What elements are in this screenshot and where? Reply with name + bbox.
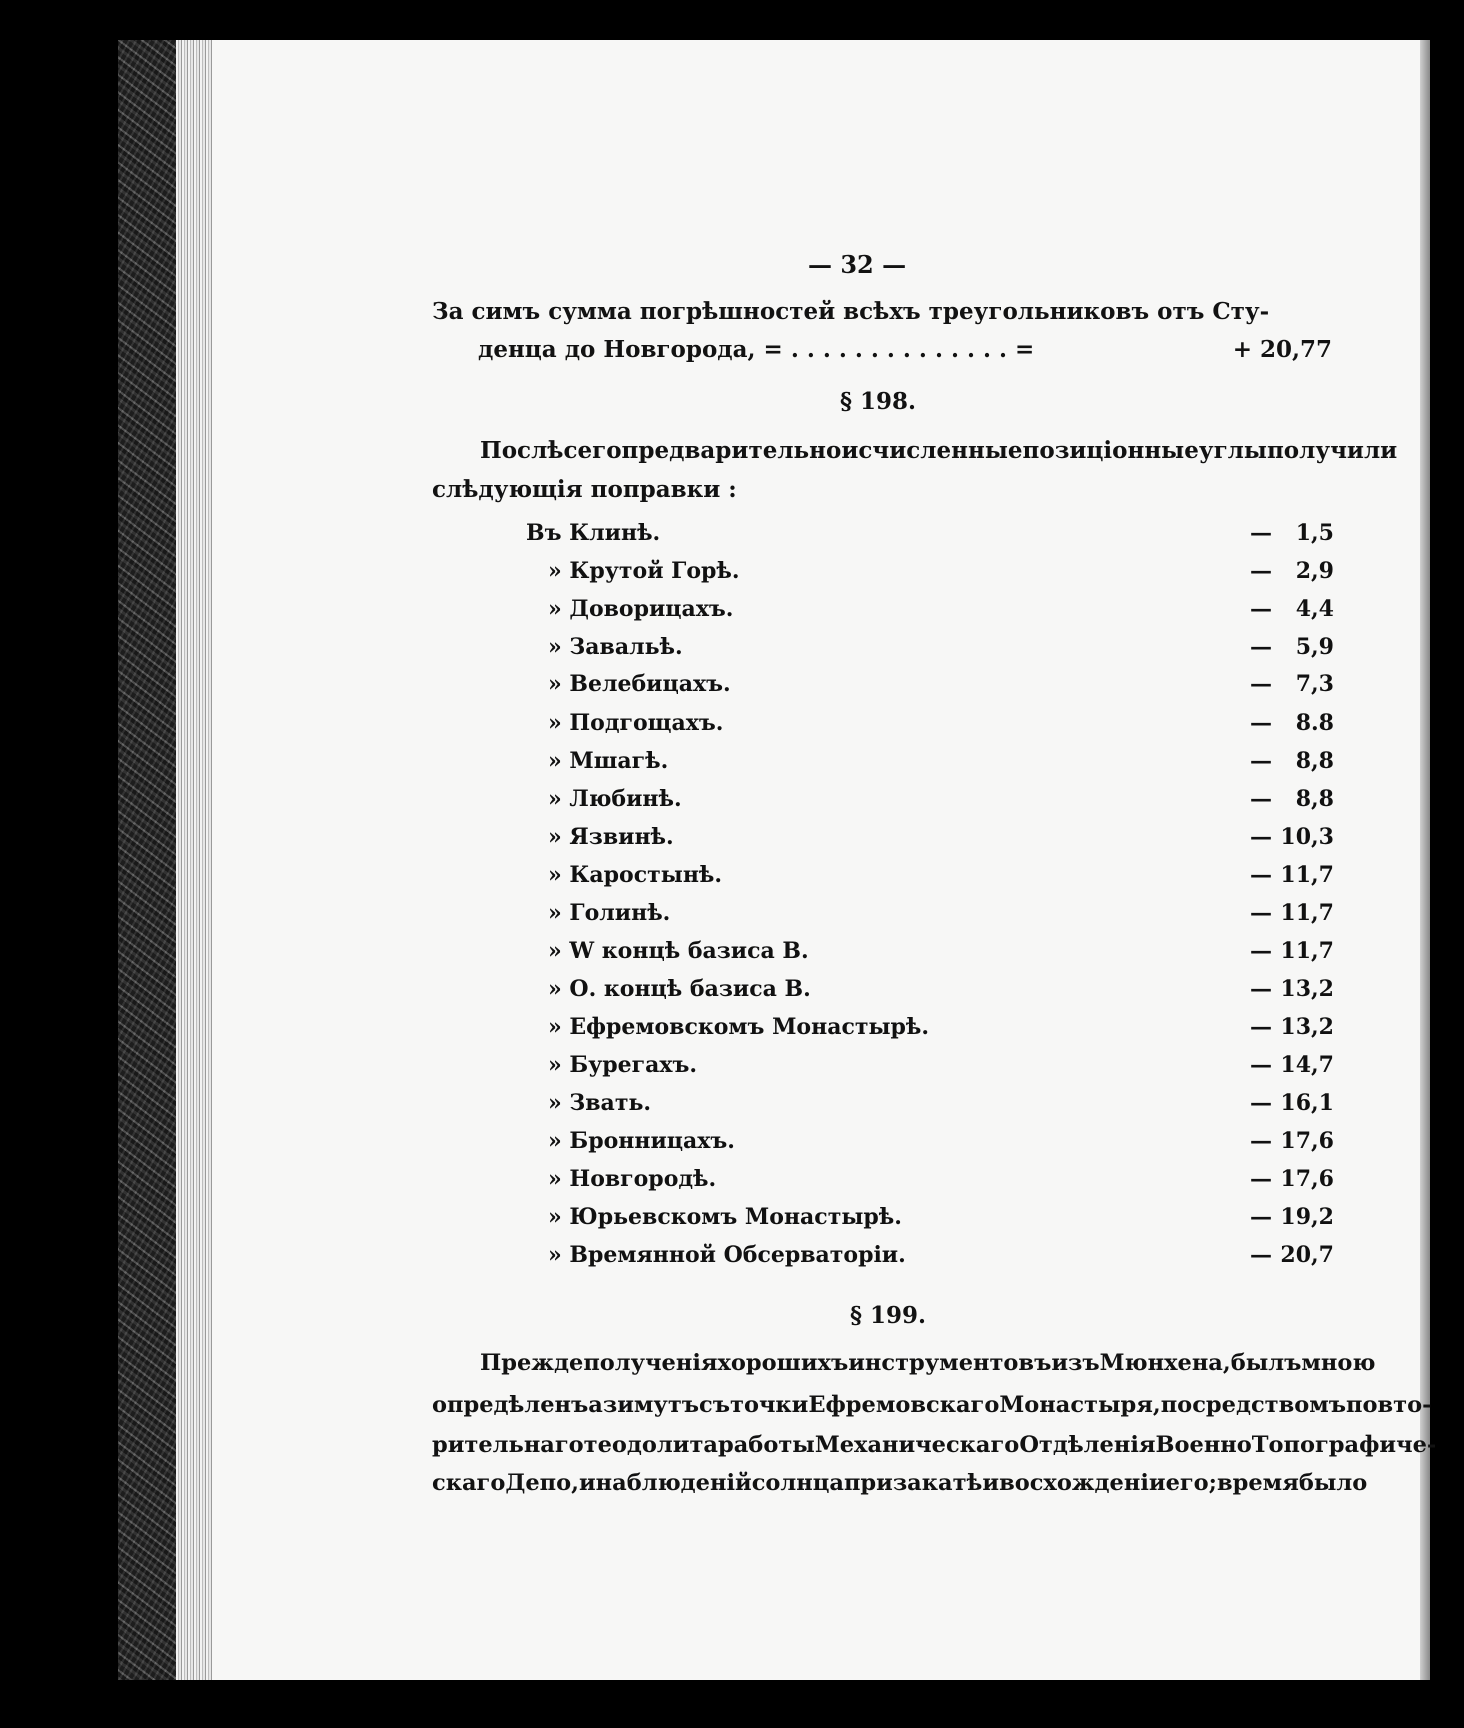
correction-value: 11,7 bbox=[1280, 938, 1334, 964]
paragraph-word: мною bbox=[1301, 1350, 1376, 1376]
paragraph-word: Топографиче- bbox=[1251, 1432, 1437, 1458]
correction-place: » Звать. bbox=[548, 1090, 652, 1116]
correction-sign: — bbox=[1250, 786, 1272, 812]
correction-row bbox=[0, 1166, 1464, 1204]
correction-sign: — bbox=[1250, 938, 1272, 964]
correction-sign: — bbox=[1250, 634, 1272, 660]
correction-place: » Юрьевскомъ Монастырѣ. bbox=[548, 1204, 902, 1230]
paragraph-word: Депо, bbox=[505, 1470, 579, 1496]
paragraph-word: скаго bbox=[432, 1470, 506, 1496]
correction-place: » Каростынѣ. bbox=[548, 862, 723, 888]
paragraph-word: инструментовъ bbox=[848, 1350, 1052, 1376]
correction-row bbox=[0, 1052, 1464, 1090]
correction-place: » Бурегахъ. bbox=[548, 1052, 698, 1078]
correction-place: » Язвинѣ. bbox=[548, 824, 674, 850]
correction-sign: — bbox=[1250, 862, 1272, 888]
correction-value: 13,2 bbox=[1280, 1014, 1334, 1040]
correction-place: » W концѣ базиса В. bbox=[548, 938, 809, 964]
section-199-line bbox=[432, 1392, 1432, 1418]
paragraph-word: Монастыря, bbox=[999, 1392, 1161, 1418]
correction-value: 11,7 bbox=[1280, 862, 1334, 888]
correction-row bbox=[0, 520, 1464, 558]
section-198-title: § 198. bbox=[840, 388, 917, 415]
correction-row bbox=[0, 976, 1464, 1014]
correction-place: » О. концѣ базиса В. bbox=[548, 976, 811, 1002]
correction-row bbox=[0, 596, 1464, 634]
correction-row bbox=[0, 1090, 1464, 1128]
correction-place: » Мшагѣ. bbox=[548, 748, 669, 774]
paragraph-word: точки bbox=[730, 1392, 809, 1418]
correction-value: 16,1 bbox=[1280, 1090, 1334, 1116]
correction-place: » Доворицахъ. bbox=[548, 596, 734, 622]
paragraph-word: позиціонные bbox=[1022, 437, 1199, 464]
paragraph-word: Ефремовскаго bbox=[808, 1392, 1000, 1418]
paragraph-word: получили bbox=[1266, 437, 1398, 464]
correction-row bbox=[0, 1242, 1464, 1280]
correction-row bbox=[0, 634, 1464, 672]
paragraph-word: съ bbox=[699, 1392, 730, 1418]
correction-value: 8,8 bbox=[1295, 786, 1334, 812]
paragraph-word: былъ bbox=[1230, 1350, 1302, 1376]
correction-place: Въ Клинѣ. bbox=[526, 520, 661, 546]
correction-sign: — bbox=[1250, 824, 1272, 850]
paragraph-word: было bbox=[1298, 1470, 1368, 1496]
paragraph-word: Мюнхена, bbox=[1099, 1350, 1231, 1376]
correction-sign: — bbox=[1250, 1014, 1272, 1040]
correction-sign: — bbox=[1250, 1052, 1272, 1078]
correction-value: 8,8 bbox=[1295, 748, 1334, 774]
correction-place: » Голинѣ. bbox=[548, 900, 671, 926]
correction-place: » Времянной Обсерваторіи. bbox=[548, 1242, 906, 1268]
correction-place: » Подгощахъ. bbox=[548, 710, 724, 736]
correction-value: 1,5 bbox=[1295, 520, 1334, 546]
section-199-line bbox=[480, 1350, 1376, 1376]
correction-place: » Велебицахъ. bbox=[548, 671, 731, 697]
section-198-paragraph-line-1 bbox=[480, 437, 1398, 464]
paragraph-word: Прежде bbox=[480, 1350, 584, 1376]
correction-sign: — bbox=[1250, 710, 1272, 736]
correction-row bbox=[0, 1204, 1464, 1242]
paragraph-word: теодолита bbox=[583, 1432, 718, 1458]
correction-row bbox=[0, 748, 1464, 786]
correction-place: » Завальѣ. bbox=[548, 634, 683, 660]
correction-row bbox=[0, 1014, 1464, 1052]
correction-value: 8.8 bbox=[1295, 710, 1334, 736]
correction-row bbox=[0, 558, 1464, 596]
page-number: — 32 — bbox=[808, 250, 907, 279]
paragraph-word: хорошихъ bbox=[717, 1350, 849, 1376]
paragraph-word: его; bbox=[1165, 1470, 1217, 1496]
correction-value: 5,9 bbox=[1295, 634, 1334, 660]
correction-sign: — bbox=[1250, 558, 1272, 584]
paragraph-word: повто- bbox=[1346, 1392, 1432, 1418]
correction-sign: — bbox=[1250, 1090, 1272, 1116]
correction-row bbox=[0, 671, 1464, 709]
paragraph-word: и bbox=[982, 1470, 1000, 1496]
correction-value: 13,2 bbox=[1280, 976, 1334, 1002]
paragraph-word: сего bbox=[563, 437, 622, 464]
paragraph-word: закатѣ bbox=[892, 1470, 983, 1496]
paragraph-word: полученія bbox=[583, 1350, 718, 1376]
correction-value: 4,4 bbox=[1295, 596, 1334, 622]
paragraph-word: и bbox=[578, 1470, 596, 1496]
paragraph-word: наблюденій bbox=[595, 1470, 752, 1496]
paragraph-word: Военно bbox=[1155, 1432, 1252, 1458]
correction-row bbox=[0, 786, 1464, 824]
paragraph-word: Механическаго bbox=[814, 1432, 1020, 1458]
correction-place: » Крутой Горѣ. bbox=[548, 558, 740, 584]
paragraph-word: углы bbox=[1198, 437, 1267, 464]
correction-sign: — bbox=[1250, 1166, 1272, 1192]
correction-place: » Новгородѣ. bbox=[548, 1166, 717, 1192]
correction-place: » Бронницахъ. bbox=[548, 1128, 735, 1154]
correction-value: 17,6 bbox=[1280, 1128, 1334, 1154]
correction-sign: — bbox=[1250, 748, 1272, 774]
correction-sign: — bbox=[1250, 520, 1272, 546]
paragraph-word: предварительно bbox=[621, 437, 842, 464]
paragraph-word: Отдѣленія bbox=[1019, 1432, 1156, 1458]
paragraph-word: исчисленные bbox=[841, 437, 1023, 464]
intro-line-2: денца до Новгорода, = . . . . . . . . . . . . . . = bbox=[478, 336, 1035, 363]
correction-row bbox=[0, 862, 1464, 900]
correction-value: 7,3 bbox=[1295, 671, 1334, 697]
correction-value: 19,2 bbox=[1280, 1204, 1334, 1230]
correction-row bbox=[0, 824, 1464, 862]
correction-value: 10,3 bbox=[1280, 824, 1334, 850]
correction-row bbox=[0, 1128, 1464, 1166]
paragraph-word: работы bbox=[718, 1432, 815, 1458]
paragraph-word: время bbox=[1216, 1470, 1299, 1496]
paragraph-word: солнца bbox=[751, 1470, 844, 1496]
paragraph-word: восхожденіи bbox=[999, 1470, 1166, 1496]
correction-value: 14,7 bbox=[1280, 1052, 1334, 1078]
correction-row bbox=[0, 710, 1464, 748]
paragraph-word: азимутъ bbox=[588, 1392, 700, 1418]
correction-sign: — bbox=[1250, 1128, 1272, 1154]
intro-line-1: За симъ сумма погрѣшностей всѣхъ треугольниковъ отъ Сту- bbox=[432, 298, 1270, 325]
intro-total-value: + 20,77 bbox=[1232, 336, 1332, 363]
correction-sign: — bbox=[1250, 1242, 1272, 1268]
correction-sign: — bbox=[1250, 671, 1272, 697]
correction-sign: — bbox=[1250, 596, 1272, 622]
correction-sign: — bbox=[1250, 900, 1272, 926]
section-198-paragraph-line-2: слѣдующія поправки : bbox=[432, 476, 737, 503]
correction-place: » Ефремовскомъ Монастырѣ. bbox=[548, 1014, 930, 1040]
correction-value: 11,7 bbox=[1280, 900, 1334, 926]
paragraph-word: опредѣленъ bbox=[432, 1392, 589, 1418]
correction-row bbox=[0, 900, 1464, 938]
correction-value: 17,6 bbox=[1280, 1166, 1334, 1192]
correction-place: » Любинѣ. bbox=[548, 786, 682, 812]
paragraph-word: Послѣ bbox=[480, 437, 564, 464]
paragraph-word: изъ bbox=[1051, 1350, 1100, 1376]
correction-value: 2,9 bbox=[1295, 558, 1334, 584]
paragraph-word: рительнаго bbox=[432, 1432, 584, 1458]
section-199-line bbox=[432, 1432, 1437, 1458]
correction-sign: — bbox=[1250, 1204, 1272, 1230]
paragraph-word: посредствомъ bbox=[1160, 1392, 1347, 1418]
correction-value: 20,7 bbox=[1280, 1242, 1334, 1268]
section-199-title: § 199. bbox=[850, 1302, 927, 1329]
section-199-line bbox=[432, 1470, 1368, 1496]
paragraph-word: при bbox=[843, 1470, 893, 1496]
correction-row bbox=[0, 938, 1464, 976]
correction-sign: — bbox=[1250, 976, 1272, 1002]
